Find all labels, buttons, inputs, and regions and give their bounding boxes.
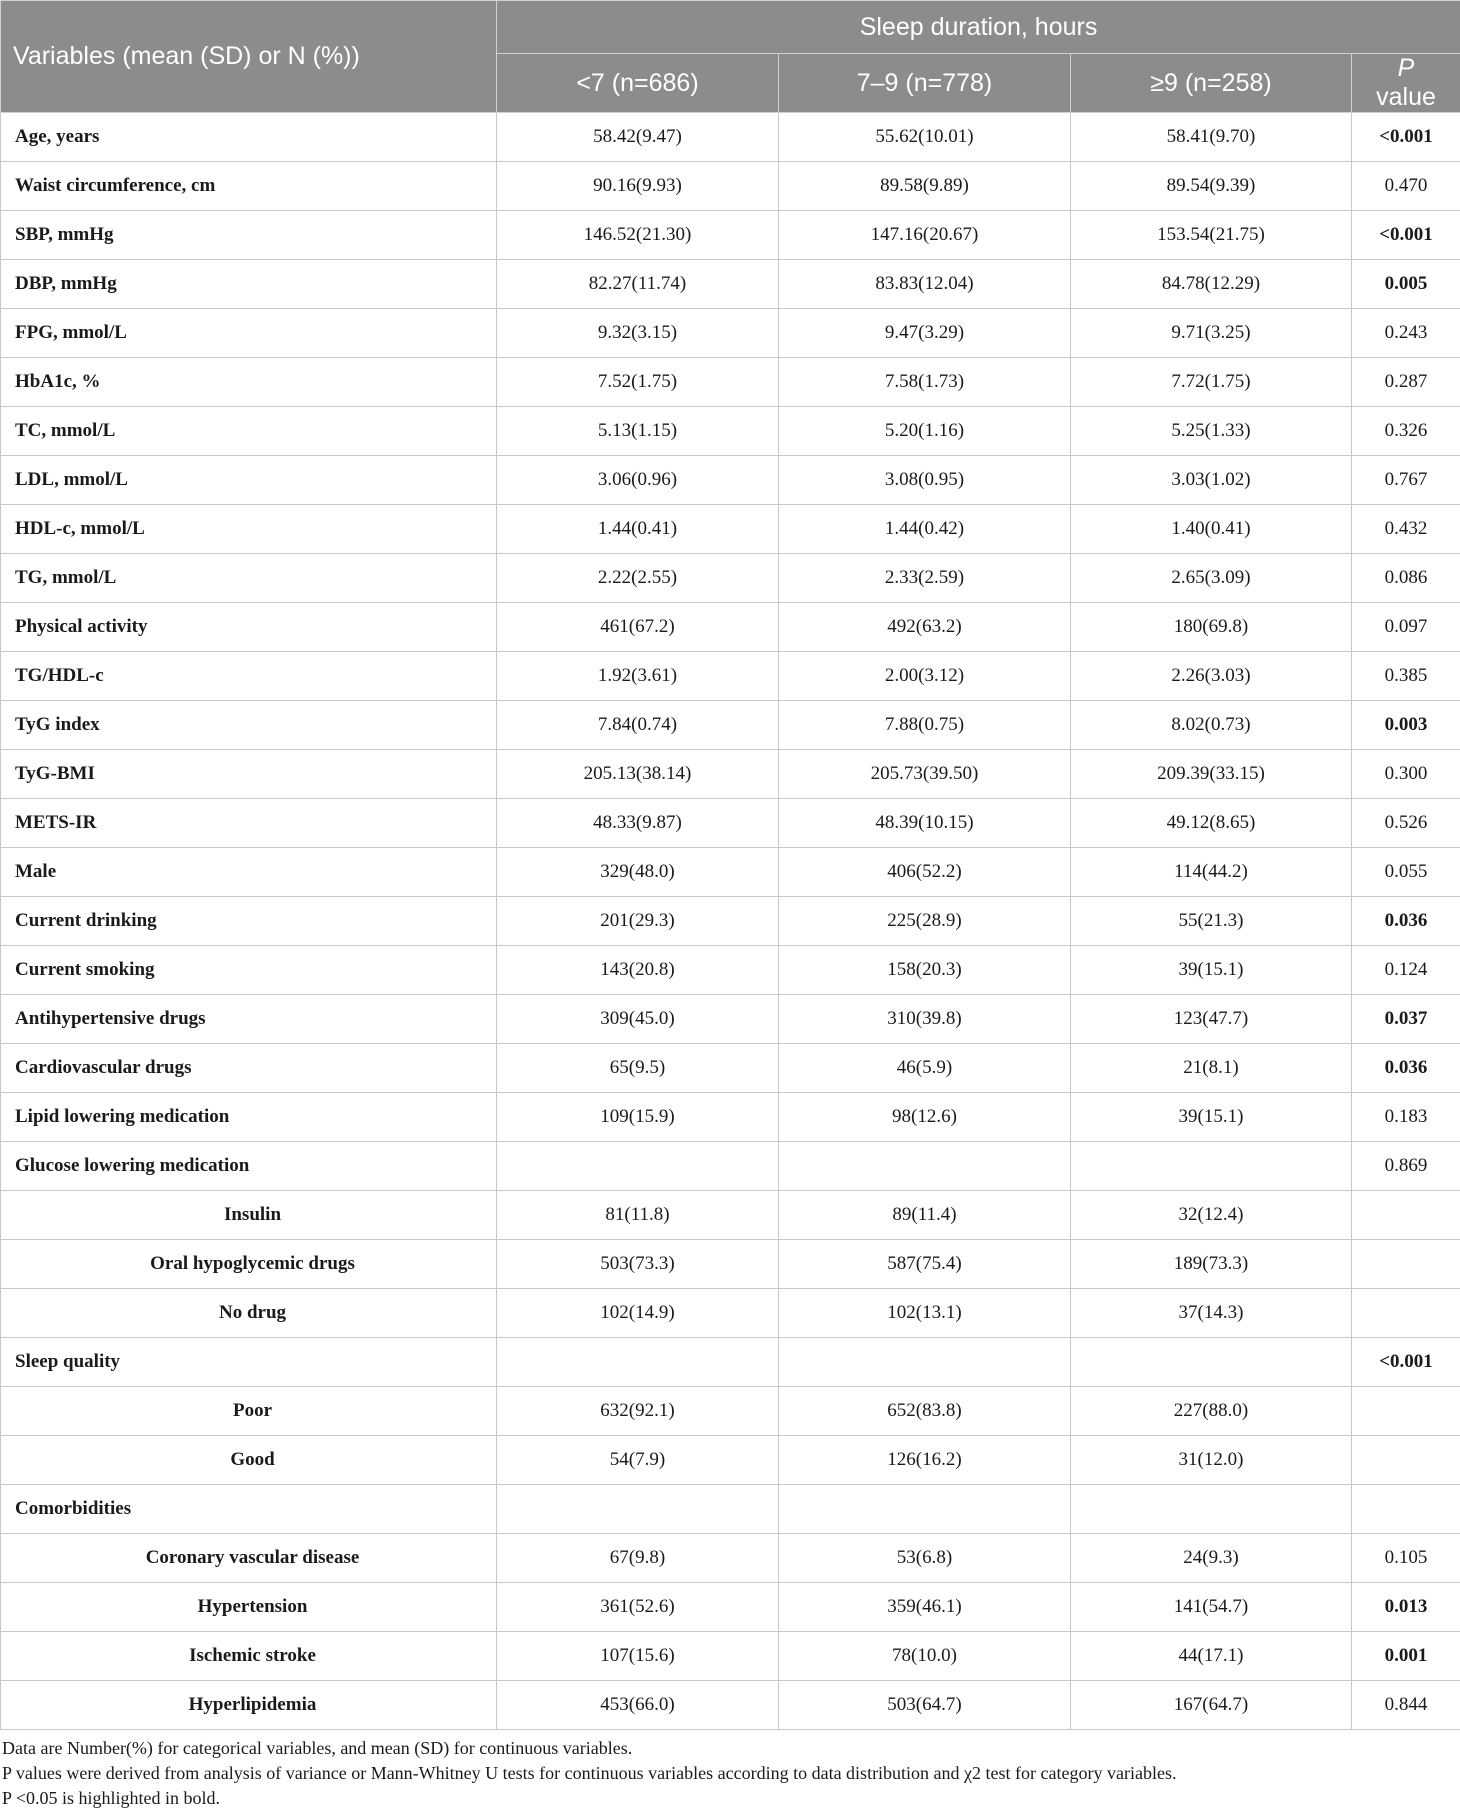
value-cell-7to9: 78(10.0) (779, 1632, 1071, 1681)
value-cell-lt7: 201(29.3) (497, 897, 779, 946)
value-cell-lt7 (497, 1142, 779, 1191)
value-cell-ge9: 153.54(21.75) (1071, 211, 1352, 260)
value-cell-ge9: 2.26(3.03) (1071, 652, 1352, 701)
value-cell-7to9: 587(75.4) (779, 1240, 1071, 1289)
p-value-cell: 0.869 (1352, 1142, 1460, 1191)
value-cell-ge9: 227(88.0) (1071, 1387, 1352, 1436)
variable-cell: Physical activity (1, 603, 497, 652)
value-cell-ge9: 31(12.0) (1071, 1436, 1352, 1485)
variable-cell: Lipid lowering medication (1, 1093, 497, 1142)
p-value-cell: <0.001 (1352, 1338, 1460, 1387)
value-cell-ge9: 2.65(3.09) (1071, 554, 1352, 603)
p-value-cell (1352, 1240, 1460, 1289)
value-cell-7to9: 2.33(2.59) (779, 554, 1071, 603)
table-row (1, 554, 1460, 603)
variable-cell: Hyperlipidemia (1, 1681, 497, 1730)
value-cell-ge9: 39(15.1) (1071, 1093, 1352, 1142)
table-footnotes (0, 1736, 1460, 1811)
table-row (1, 603, 1460, 652)
value-cell-lt7: 1.92(3.61) (497, 652, 779, 701)
variable-cell: HDL-c, mmol/L (1, 505, 497, 554)
value-cell-ge9: 189(73.3) (1071, 1240, 1352, 1289)
table-row (1, 358, 1460, 407)
p-value-cell: 0.055 (1352, 848, 1460, 897)
value-cell-7to9: 158(20.3) (779, 946, 1071, 995)
value-cell-ge9: 3.03(1.02) (1071, 456, 1352, 505)
value-cell-lt7: 3.06(0.96) (497, 456, 779, 505)
variable-cell: DBP, mmHg (1, 260, 497, 309)
value-cell-7to9: 1.44(0.42) (779, 505, 1071, 554)
p-value-cell: 0.097 (1352, 603, 1460, 652)
value-cell-ge9: 58.41(9.70) (1071, 113, 1352, 162)
value-cell-ge9: 123(47.7) (1071, 995, 1352, 1044)
variable-cell: Comorbidities (1, 1485, 497, 1534)
variable-cell: TG/HDL-c (1, 652, 497, 701)
value-cell-lt7: 143(20.8) (497, 946, 779, 995)
value-cell-7to9: 9.47(3.29) (779, 309, 1071, 358)
p-value-cell: 0.037 (1352, 995, 1460, 1044)
value-cell-ge9: 8.02(0.73) (1071, 701, 1352, 750)
value-cell-lt7: 107(15.6) (497, 1632, 779, 1681)
value-cell-lt7: 90.16(9.93) (497, 162, 779, 211)
value-cell-7to9 (779, 1338, 1071, 1387)
value-cell-lt7: 461(67.2) (497, 603, 779, 652)
value-cell-lt7: 48.33(9.87) (497, 799, 779, 848)
table-row (1, 701, 1460, 750)
value-cell-lt7: 67(9.8) (497, 1534, 779, 1583)
table-row (1, 113, 1460, 162)
variable-cell: TyG-BMI (1, 750, 497, 799)
value-cell-7to9 (779, 1485, 1071, 1534)
value-cell-lt7 (497, 1338, 779, 1387)
value-cell-lt7: 109(15.9) (497, 1093, 779, 1142)
value-cell-lt7: 309(45.0) (497, 995, 779, 1044)
p-value-cell: 0.003 (1352, 701, 1460, 750)
p-value-cell: 0.243 (1352, 309, 1460, 358)
value-cell-7to9: 492(63.2) (779, 603, 1071, 652)
footnote-data-format: Data are Number(%) for categorical variables, and mean (SD) for continuous variables. (2, 1736, 1460, 1761)
value-cell-7to9 (779, 1142, 1071, 1191)
value-cell-lt7: 102(14.9) (497, 1289, 779, 1338)
variable-cell: Glucose lowering medication (1, 1142, 497, 1191)
value-cell-lt7: 9.32(3.15) (497, 309, 779, 358)
variable-cell: Coronary vascular disease (1, 1534, 497, 1583)
value-cell-ge9: 89.54(9.39) (1071, 162, 1352, 211)
variable-cell: Current smoking (1, 946, 497, 995)
variable-cell: LDL, mmol/L (1, 456, 497, 505)
p-value-cell (1352, 1289, 1460, 1338)
value-cell-ge9 (1071, 1338, 1352, 1387)
footnote-p-value-method: P values were derived from analysis of variance or Mann-Whitney U tests for continuous variables according to data distribution and χ2 test for category variables. (2, 1761, 1460, 1786)
table-row (1, 1044, 1460, 1093)
value-cell-lt7: 2.22(2.55) (497, 554, 779, 603)
value-cell-lt7: 7.84(0.74) (497, 701, 779, 750)
value-cell-ge9: 44(17.1) (1071, 1632, 1352, 1681)
table-row (1, 162, 1460, 211)
value-cell-7to9: 503(64.7) (779, 1681, 1071, 1730)
value-cell-7to9: 126(16.2) (779, 1436, 1071, 1485)
value-cell-7to9: 359(46.1) (779, 1583, 1071, 1632)
p-value-cell: 0.124 (1352, 946, 1460, 995)
variable-cell: Male (1, 848, 497, 897)
value-cell-7to9: 205.73(39.50) (779, 750, 1071, 799)
table-row (1, 407, 1460, 456)
value-cell-ge9 (1071, 1485, 1352, 1534)
variable-cell: Insulin (1, 1191, 497, 1240)
value-cell-ge9: 24(9.3) (1071, 1534, 1352, 1583)
value-cell-lt7: 632(92.1) (497, 1387, 779, 1436)
p-value-cell: 0.432 (1352, 505, 1460, 554)
value-cell-ge9: 39(15.1) (1071, 946, 1352, 995)
value-cell-ge9: 167(64.7) (1071, 1681, 1352, 1730)
table-row (1, 1485, 1460, 1534)
column-header-lt7: <7 (n=686) (497, 54, 779, 113)
variable-cell: Antihypertensive drugs (1, 995, 497, 1044)
table-row (1, 1191, 1460, 1240)
table-row (1, 1240, 1460, 1289)
value-cell-lt7: 453(66.0) (497, 1681, 779, 1730)
value-cell-7to9: 147.16(20.67) (779, 211, 1071, 260)
p-value-cell (1352, 1387, 1460, 1436)
p-value-cell (1352, 1191, 1460, 1240)
value-cell-lt7: 1.44(0.41) (497, 505, 779, 554)
p-value-cell: 0.326 (1352, 407, 1460, 456)
value-cell-7to9: 310(39.8) (779, 995, 1071, 1044)
sleep-duration-header: Sleep duration, hours (497, 1, 1460, 54)
table-row (1, 1681, 1460, 1730)
table-row (1, 1093, 1460, 1142)
table-row (1, 1142, 1460, 1191)
value-cell-7to9: 55.62(10.01) (779, 113, 1071, 162)
variable-cell: TC, mmol/L (1, 407, 497, 456)
p-value-cell: 0.287 (1352, 358, 1460, 407)
table-row (1, 750, 1460, 799)
table-row (1, 1387, 1460, 1436)
value-cell-7to9: 3.08(0.95) (779, 456, 1071, 505)
table-row (1, 260, 1460, 309)
table-header (1, 1, 1460, 113)
value-cell-ge9: 141(54.7) (1071, 1583, 1352, 1632)
value-cell-ge9 (1071, 1142, 1352, 1191)
variable-cell: TG, mmol/L (1, 554, 497, 603)
variable-cell: Waist circumference, cm (1, 162, 497, 211)
table-row (1, 456, 1460, 505)
table-row (1, 897, 1460, 946)
p-value-cell: 0.013 (1352, 1583, 1460, 1632)
table-row (1, 505, 1460, 554)
p-value-cell: 0.001 (1352, 1632, 1460, 1681)
p-value-cell: <0.001 (1352, 113, 1460, 162)
value-cell-7to9: 7.58(1.73) (779, 358, 1071, 407)
table-row (1, 1534, 1460, 1583)
value-cell-7to9: 406(52.2) (779, 848, 1071, 897)
value-cell-ge9: 9.71(3.25) (1071, 309, 1352, 358)
p-value-cell: 0.036 (1352, 897, 1460, 946)
variable-cell: METS-IR (1, 799, 497, 848)
value-cell-lt7: 54(7.9) (497, 1436, 779, 1485)
table-row (1, 1632, 1460, 1681)
table-row (1, 1338, 1460, 1387)
variables-header: Variables (mean (SD) or N (%)) (1, 1, 497, 113)
p-value-header-italic: P (1398, 54, 1415, 82)
value-cell-7to9: 652(83.8) (779, 1387, 1071, 1436)
value-cell-7to9: 2.00(3.12) (779, 652, 1071, 701)
value-cell-ge9: 209.39(33.15) (1071, 750, 1352, 799)
p-value-cell (1352, 1436, 1460, 1485)
variable-cell: TyG index (1, 701, 497, 750)
value-cell-7to9: 7.88(0.75) (779, 701, 1071, 750)
value-cell-7to9: 102(13.1) (779, 1289, 1071, 1338)
variable-cell: No drug (1, 1289, 497, 1338)
variable-cell: FPG, mmol/L (1, 309, 497, 358)
p-value-header (1352, 54, 1460, 113)
value-cell-7to9: 89.58(9.89) (779, 162, 1071, 211)
p-value-cell (1352, 1485, 1460, 1534)
value-cell-lt7 (497, 1485, 779, 1534)
value-cell-ge9: 37(14.3) (1071, 1289, 1352, 1338)
value-cell-lt7: 65(9.5) (497, 1044, 779, 1093)
value-cell-ge9: 1.40(0.41) (1071, 505, 1352, 554)
p-value-cell: 0.005 (1352, 260, 1460, 309)
variable-cell: Sleep quality (1, 1338, 497, 1387)
variable-cell: Current drinking (1, 897, 497, 946)
p-value-cell: <0.001 (1352, 211, 1460, 260)
value-cell-lt7: 503(73.3) (497, 1240, 779, 1289)
p-value-cell: 0.526 (1352, 799, 1460, 848)
variable-cell: Ischemic stroke (1, 1632, 497, 1681)
variable-cell: Age, years (1, 113, 497, 162)
table-row (1, 848, 1460, 897)
value-cell-ge9: 55(21.3) (1071, 897, 1352, 946)
variable-cell: Hypertension (1, 1583, 497, 1632)
value-cell-ge9: 49.12(8.65) (1071, 799, 1352, 848)
table-row (1, 995, 1460, 1044)
p-value-cell: 0.183 (1352, 1093, 1460, 1142)
value-cell-7to9: 98(12.6) (779, 1093, 1071, 1142)
value-cell-7to9: 83.83(12.04) (779, 260, 1071, 309)
variable-cell: HbA1c, % (1, 358, 497, 407)
p-value-cell: 0.105 (1352, 1534, 1460, 1583)
value-cell-lt7: 329(48.0) (497, 848, 779, 897)
value-cell-ge9: 32(12.4) (1071, 1191, 1352, 1240)
value-cell-7to9: 53(6.8) (779, 1534, 1071, 1583)
value-cell-7to9: 48.39(10.15) (779, 799, 1071, 848)
variable-cell: SBP, mmHg (1, 211, 497, 260)
p-value-cell: 0.300 (1352, 750, 1460, 799)
table-row (1, 1583, 1460, 1632)
value-cell-ge9: 84.78(12.29) (1071, 260, 1352, 309)
value-cell-lt7: 146.52(21.30) (497, 211, 779, 260)
value-cell-lt7: 205.13(38.14) (497, 750, 779, 799)
variable-cell: Cardiovascular drugs (1, 1044, 497, 1093)
value-cell-lt7: 82.27(11.74) (497, 260, 779, 309)
table-row (1, 1289, 1460, 1338)
value-cell-7to9: 89(11.4) (779, 1191, 1071, 1240)
footnote-bold-note: P <0.05 is highlighted in bold. (2, 1786, 1460, 1811)
value-cell-ge9: 21(8.1) (1071, 1044, 1352, 1093)
p-value-cell: 0.086 (1352, 554, 1460, 603)
table-row (1, 211, 1460, 260)
value-cell-ge9: 7.72(1.75) (1071, 358, 1352, 407)
value-cell-lt7: 58.42(9.47) (497, 113, 779, 162)
p-value-cell: 0.036 (1352, 1044, 1460, 1093)
p-value-cell: 0.385 (1352, 652, 1460, 701)
value-cell-lt7: 81(11.8) (497, 1191, 779, 1240)
value-cell-ge9: 5.25(1.33) (1071, 407, 1352, 456)
p-value-cell: 0.767 (1352, 456, 1460, 505)
table-row (1, 799, 1460, 848)
table-row (1, 652, 1460, 701)
value-cell-ge9: 180(69.8) (1071, 603, 1352, 652)
value-cell-lt7: 7.52(1.75) (497, 358, 779, 407)
table-row (1, 309, 1460, 358)
table-row (1, 946, 1460, 995)
value-cell-lt7: 5.13(1.15) (497, 407, 779, 456)
p-value-cell: 0.844 (1352, 1681, 1460, 1730)
variable-cell: Oral hypoglycemic drugs (1, 1240, 497, 1289)
value-cell-7to9: 46(5.9) (779, 1044, 1071, 1093)
table-row (1, 1436, 1460, 1485)
column-header-7to9: 7–9 (n=778) (779, 54, 1071, 113)
value-cell-7to9: 5.20(1.16) (779, 407, 1071, 456)
p-value-cell: 0.470 (1352, 162, 1460, 211)
variable-cell: Poor (1, 1387, 497, 1436)
variable-cell: Good (1, 1436, 497, 1485)
value-cell-ge9: 114(44.2) (1071, 848, 1352, 897)
value-cell-7to9: 225(28.9) (779, 897, 1071, 946)
p-value-header-rest: value (1376, 83, 1436, 111)
table-body (1, 113, 1460, 1730)
value-cell-lt7: 361(52.6) (497, 1583, 779, 1632)
column-header-ge9: ≥9 (n=258) (1071, 54, 1352, 113)
